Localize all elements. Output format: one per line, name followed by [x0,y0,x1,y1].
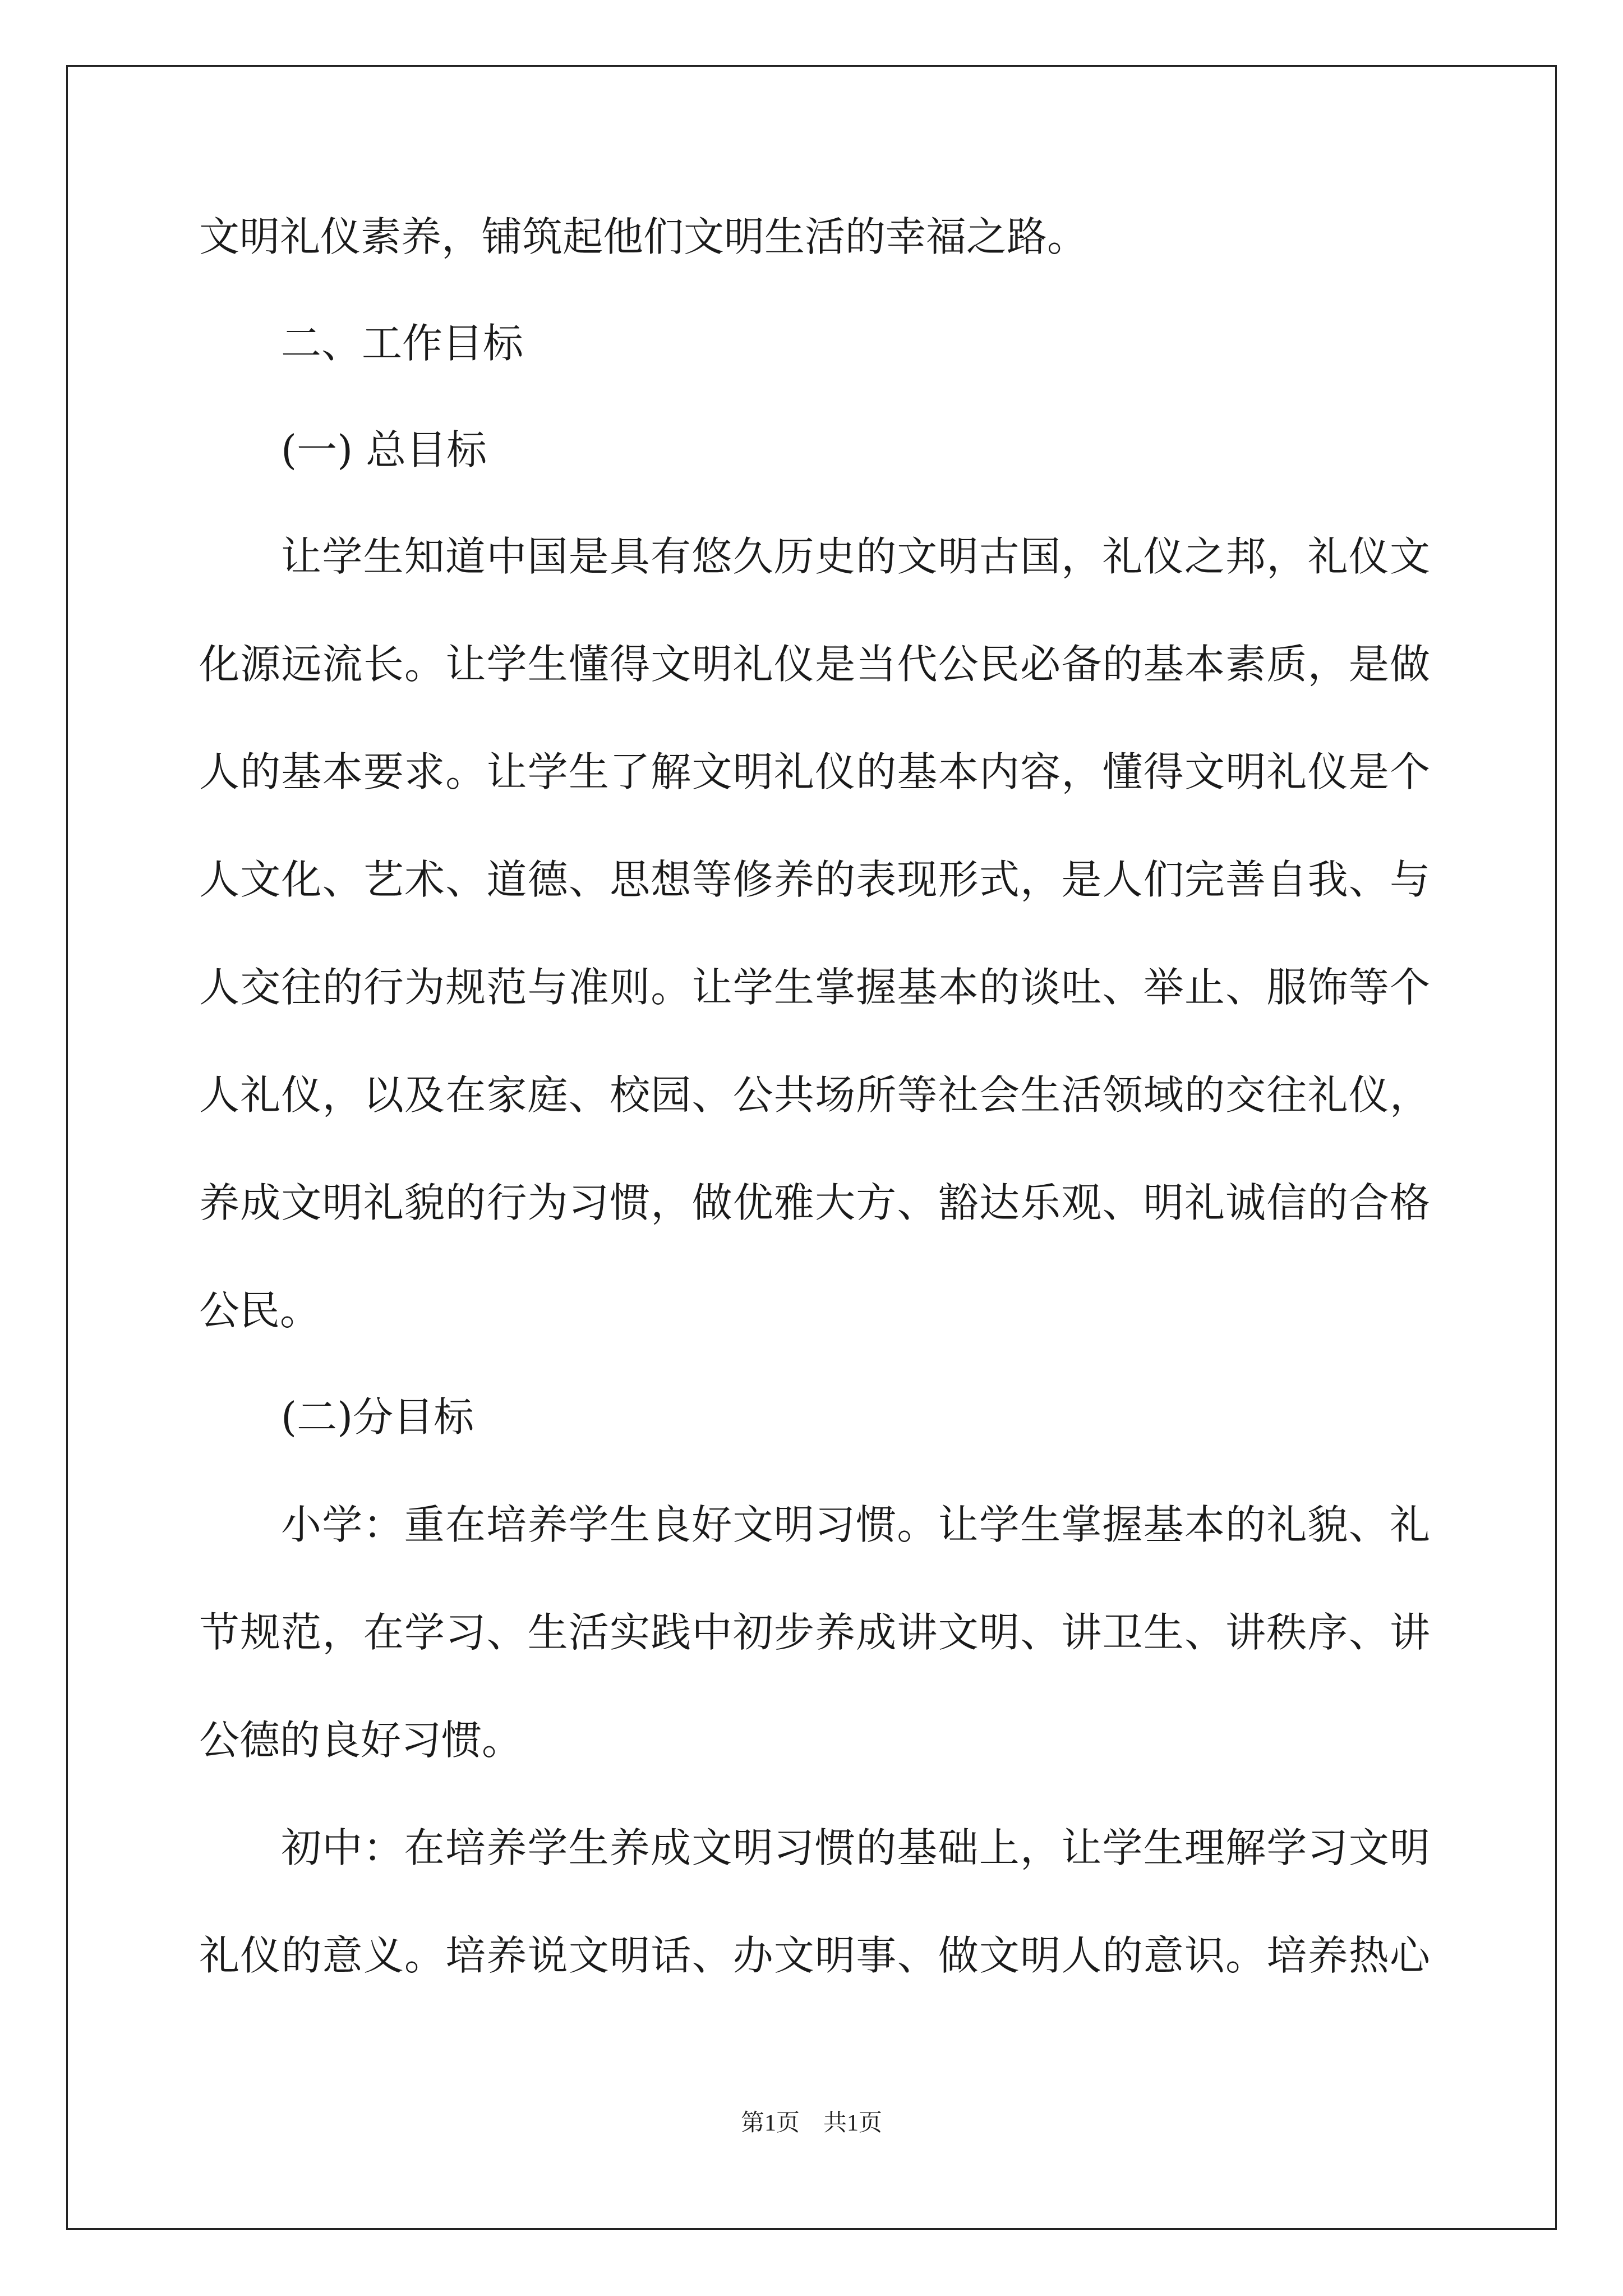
paragraph-line: 化源远流长。让学生懂得文明礼仪是当代公民必备的基本素质，是做 [199,641,1430,688]
page-border [66,65,1557,2230]
paragraph-line: 公德的良好习惯。 [199,1717,523,1764]
paragraph-line: 让学生知道中国是具有悠久历史的文明古国，礼仪之邦，礼仪文 [281,533,1430,580]
paragraph-line: 人交往的行为规范与准则。让学生掌握基本的谈吐、举止、服饰等个 [199,964,1430,1011]
paragraph-line: 节规范，在学习、生活实践中初步养成讲文明、讲卫生、讲秩序、讲 [199,1609,1430,1656]
paragraph-line: 人文化、艺术、道德、思想等修养的表现形式，是人们完善自我、与 [199,856,1430,903]
subsection-heading: (二)分目标 [281,1393,474,1441]
paragraph-line: 人礼仪，以及在家庭、校园、公共场所等社会生活领域的交往礼仪， [199,1071,1430,1119]
page-number: 第1页 共1页 [740,2110,882,2136]
paragraph-line: 礼仪的意义。培养说文明话、办文明事、做文明人的意识。培养热心 [199,1932,1430,1979]
paragraph-line: 文明礼仪素养，铺筑起他们文明生活的幸福之路。 [199,213,1088,260]
subsection-heading: (一) 总目标 [281,426,487,473]
paragraph-line: 初中：在培养学生养成文明习惯的基础上，让学生理解学习文明 [281,1824,1430,1871]
paragraph-line: 公民。 [199,1287,321,1334]
paragraph-line: 养成文明礼貌的行为习惯，做优雅大方、豁达乐观、明礼诚信的合格 [199,1179,1430,1226]
section-heading: 二、工作目标 [281,320,524,367]
paragraph-line: 小学：重在培养学生良好文明习惯。让学生掌握基本的礼貌、礼 [281,1501,1430,1548]
paragraph-line: 人的基本要求。让学生了解文明礼仪的基本内容，懂得文明礼仪是个 [199,748,1430,795]
